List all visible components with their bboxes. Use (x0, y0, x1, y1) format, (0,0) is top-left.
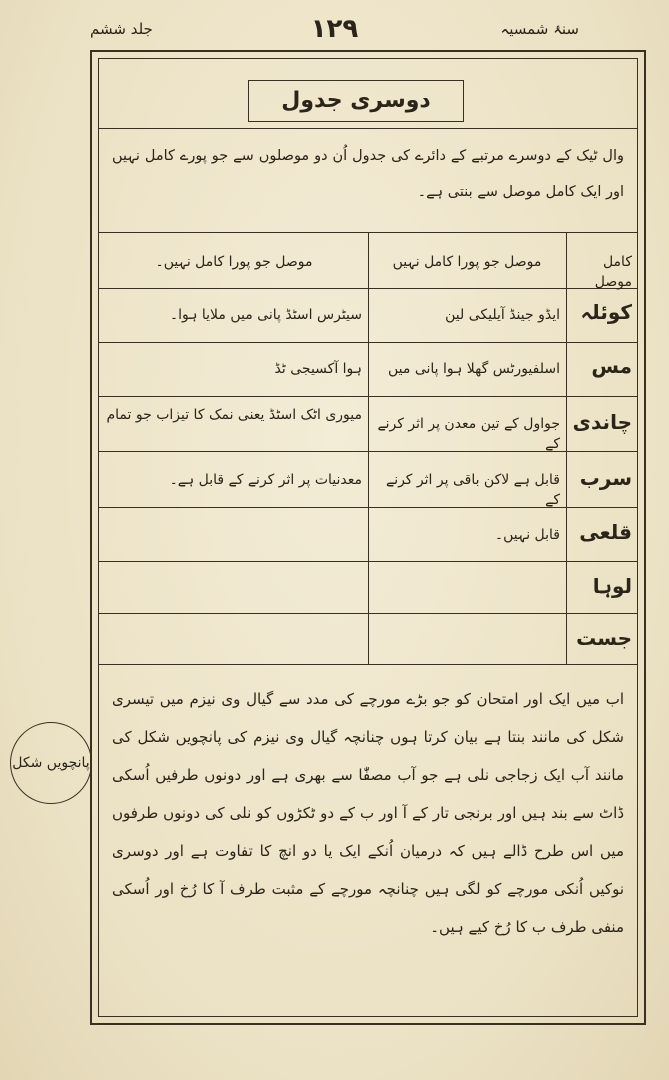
table-cell-metal: مس (591, 354, 632, 378)
running-header-left: جلد ششم (90, 20, 153, 38)
table-bottom-rule (98, 664, 638, 665)
table-cell: ایڈو جینڈ آیلیکی لین (445, 307, 560, 323)
table-cell-metal: سرب (579, 466, 632, 490)
table-cell: اسلفیورٹس گھلا ہوا پانی میں (387, 361, 560, 377)
table-cell: میوری اٹک اسٹڈ یعنی نمک کا تیزاب جو تمام (106, 407, 362, 423)
table-cell: معدنیات پر اثر کرنے کے قابل ہے۔ (169, 472, 362, 488)
table-cell-metal: چاندی (572, 410, 632, 434)
table-cell: جواول کے تین معدن پر اثر کرنے کے (377, 416, 560, 452)
table-cell-metal: قلعی (579, 520, 632, 544)
column-rule (566, 232, 567, 664)
table-intro: وال ٹیک کے دوسرے مرتبے کے دائرے کی جدول اُن دو موصلوں سے جو پورے کامل نہیں اور ایک کامل موصل سے بنتی ہے۔ (112, 148, 624, 200)
header-cell: موصل جو پورا کامل نہیں (392, 254, 542, 270)
table-cell: سیٹرس اسٹڈ پانی میں ملایا ہوا۔ (169, 307, 362, 323)
table-cell: ہوا آکسیجی ٹڈ (274, 361, 362, 377)
margin-note: پانچویں شکل (10, 722, 92, 804)
table-cell-metal: جست (576, 626, 632, 650)
body-paragraph: اب میں ایک اور امتحان کو جو بڑے مورچے کی مدد سے گیال وی نیزم میں تیسری شکل کی مانند بنتا ہے بیان کرتا ہوں چنانچہ گیال وی نیزم کی پانچویں شکل کی مانند آب ایک زجاجی نلی ہے جو آب مصفّٰا سے بھری ہے اور دونوں طرفیں اُسکی ڈاٹ سے بند ہیں اور برنجی تار کے آ اور ب کے دو ٹکڑوں کو نلی کی دونوں طرفوں میں اس طرح ڈالے ہیں کہ درمیان اُنکے ایک یا دو انچ کا تفاوت ہے اور دوسری نوکیں اُنکی مورچے کو لگی ہیں چنانچہ مورچے کے مثبت طرف آ کا رُخ اور اُسکی منفی طرف ب کا رُخ کیے ہیں۔ (112, 690, 624, 936)
column-rule (368, 232, 369, 664)
header-cell: موصل جو پورا کامل نہیں۔ (155, 254, 313, 270)
page-number: ۱۲۹ (310, 14, 359, 44)
table-cell-metal: کوئلہ (580, 300, 632, 324)
table-cell: قابل نہیں۔ (494, 527, 560, 543)
title-divider (98, 128, 638, 129)
header-cell: کامل موصل (594, 254, 632, 290)
table-cell-metal: لوہا (592, 574, 632, 598)
table-cell: قابل ہے لاکن باقی پر اثر کرنے کے (385, 472, 560, 508)
table-title: دوسری جدول (248, 80, 464, 122)
running-header-right: سنۂ شمسیہ (500, 20, 579, 38)
